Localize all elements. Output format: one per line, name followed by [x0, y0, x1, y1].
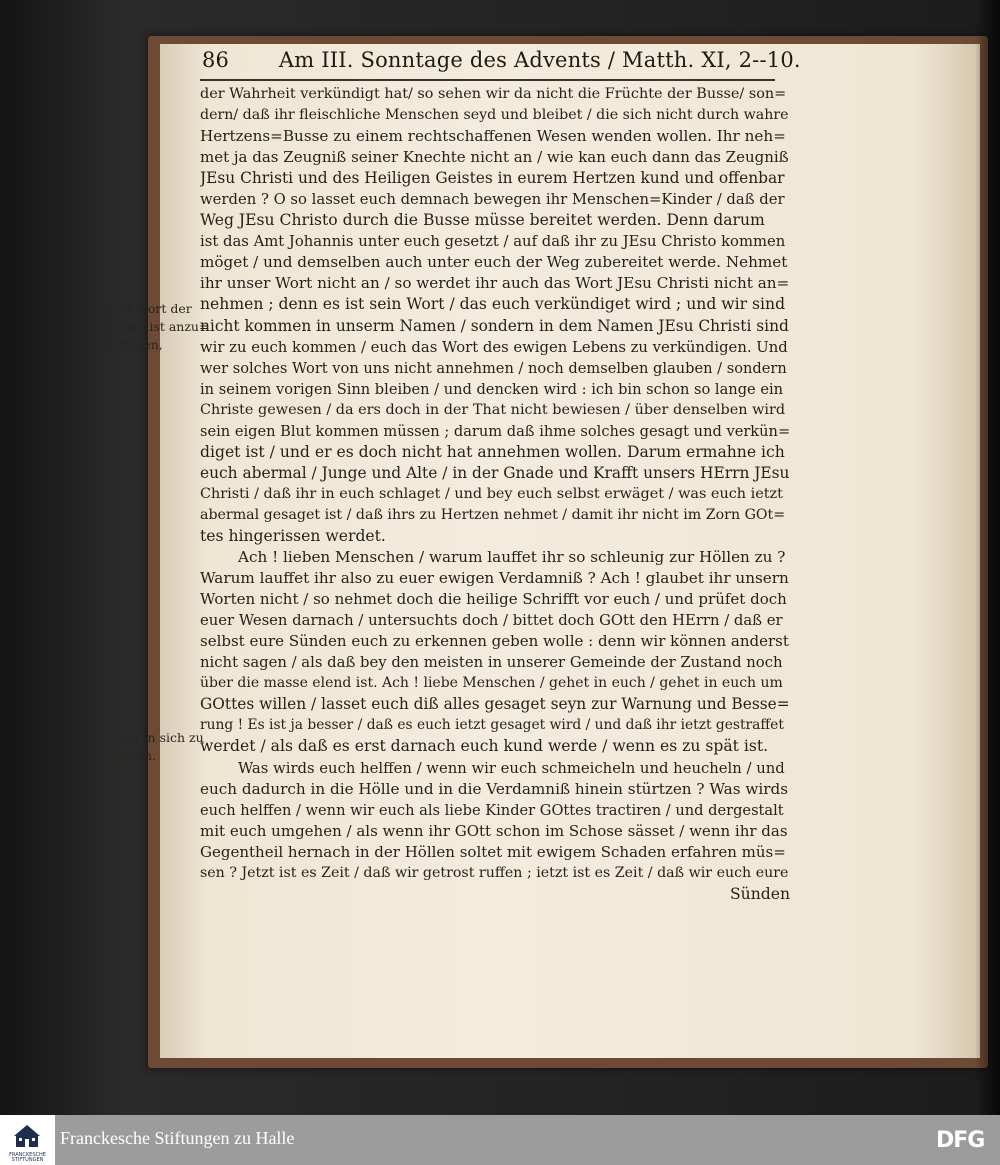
- text-line: Christi / daß ihr in euch schlaget / und bey euch selbst erwäget / was euch ietzt: [200, 485, 783, 502]
- footer-bar: [0, 1115, 1000, 1165]
- text-line: wir zu euch kommen / euch das Wort des ewigen Lebens zu verkündigen. Und: [200, 338, 788, 356]
- margin-note-line: nehmen,: [108, 337, 163, 352]
- text-line: euch helffen / wenn wir euch als liebe Kinder GOttes tractiren / und dergestalt: [200, 801, 784, 819]
- text-line: dern/ daß ihr fleischliche Menschen seyd und bleibet / die sich nicht durch wahre: [200, 107, 789, 124]
- margin-note-line: Busse ist anzu=: [108, 319, 210, 334]
- text-line: Hertzens=Busse zu einem rechtschaffenen Wesen wenden wollen. Ihr neh=: [200, 127, 786, 146]
- dfg-logo[interactable]: DFG: [936, 1128, 985, 1153]
- text-line: ist das Amt Johannis unter euch gesetzt / auf daß ihr zu JEsu Christo kommen: [200, 233, 786, 251]
- running-head-title: Am III. Sonntage des Advents / Matth. XI, 2--10.: [278, 48, 801, 72]
- building-icon: [12, 1121, 42, 1151]
- footer-label: Franckesche Stiftungen zu Halle: [60, 1128, 295, 1148]
- text-line: selbst eure Sünden euch zu erkennen geben wolle : denn wir können anderst: [200, 632, 789, 651]
- text-line: met ja das Zeugniß seiner Knechte nicht an / wie kan euch dann das Zeugniß: [200, 148, 789, 167]
- text-line: sein eigen Blut kommen müssen ; darum daß ihme solches gesagt und verkün=: [200, 422, 790, 440]
- text-line: Warum lauffet ihr also zu euer ewigen Verdamniß ? Ach ! glaubet ihr unsern: [200, 569, 789, 588]
- text-line: werden ? O so lasset euch demnach bewegen ihr Menschen=Kinder / daß der: [200, 191, 785, 209]
- text-line: abermal gesaget ist / daß ihrs zu Hertzen nehmet / damit ihr nicht im Zorn GOt=: [200, 506, 786, 523]
- margin-note-line: Das Wort der: [108, 301, 192, 316]
- text-line: Christe gewesen / da ers doch in der That nicht bewiesen / über denselben wird: [200, 401, 786, 418]
- franckesche-logo[interactable]: [0, 1115, 55, 1165]
- margin-dot: [116, 766, 119, 769]
- page-number: 86: [202, 48, 230, 72]
- text-line: Worten nicht / so nehmet doch die heilige Schrifft vor euch / und prüfet doch: [200, 590, 787, 609]
- margin-note-1: [108, 300, 210, 354]
- text-line: ihr unser Wort nicht an / so werdet ihr auch das Wort JEsu Christi nicht an=: [200, 274, 790, 293]
- text-line: euch dadurch in die Hölle und in die Verdamniß hinein stürtzen ? Was wirds: [200, 779, 788, 798]
- margin-note-2: [113, 729, 209, 765]
- text-line: werdet / als daß es erst darnach euch kund werde / wenn es zu spät ist.: [200, 737, 769, 756]
- text-line: der Wahrheit verkündigt hat/ so sehen wir da nicht die Früchte der Busse/ son=: [200, 86, 787, 102]
- text-line: sen ? Jetzt ist es Zeit / daß wir getrost ruffen ; ietzt ist es Zeit / daß wir euch eure: [200, 864, 789, 881]
- text-line: JEsu Christi und des Heiligen Geistes in eurem Hertzen kund und offenbar: [200, 169, 785, 188]
- text-line: über die masse elend ist. Ach ! liebe Menschen / gehet in euch / gehet in euch um: [200, 675, 783, 692]
- text-line: diget ist / und er es doch nicht hat annehmen wollen. Darum ermahne ich: [200, 442, 785, 461]
- text-line: wer solches Wort von uns nicht annehmen / noch demselben glauben / sondern: [200, 359, 787, 377]
- text-line: euch abermal / Junge und Alte / in der Gnade und Krafft unsers HErrn JEsu: [200, 463, 790, 482]
- text-line: nehmen ; denn es ist sein Wort / das euch verkündiget wird ; und wir sind: [200, 295, 786, 314]
- text-line: euer Wesen darnach / untersuchts doch / bittet doch GOtt den HErrn / daß er: [200, 612, 783, 630]
- text-line: Gegentheil hernach in der Höllen soltet mit ewigem Schaden erfahren müs=: [200, 842, 786, 861]
- text-line: rung ! Es ist ja besser / daß es euch ietzt gesaget wird / und daß ihr ietzt gestraffet: [200, 717, 784, 734]
- text-line: mit euch umgehen / als wenn ihr GOtt schon im Schose sässet / wenn ihr das: [200, 821, 788, 840]
- text-line: GOttes willen / lasset euch diß alles gesaget seyn zur Warnung und Besse=: [200, 695, 790, 714]
- text-line: tes hingerissen werdet.: [200, 526, 386, 545]
- text-line: nicht kommen in unserm Namen / sondern in dem Namen JEsu Christi sind: [200, 316, 789, 335]
- margin-note-line: Und in sich zu: [113, 730, 204, 745]
- text-line: Sünden: [729, 884, 790, 903]
- header-rule: [200, 79, 775, 81]
- logo-caption: FRANCKESCHE STIFTUNGEN: [9, 1152, 46, 1163]
- body-text: [200, 84, 790, 905]
- text-line: Ach ! lieben Menschen / warum lauffet ihr so schleunig zur Höllen zu ?: [238, 548, 786, 567]
- text-line: in seinem vorigen Sinn bleiben / und dencken wird : ich bin schon so lange ein: [200, 380, 784, 398]
- margin-note-line: gehen.: [113, 748, 156, 763]
- text-line: Was wirds euch helffen / wenn wir euch schmeicheln und heucheln / und: [238, 759, 785, 777]
- text-line: Weg JEsu Christo durch die Busse müsse bereitet werden. Denn darum: [200, 211, 765, 230]
- text-line: möget / und demselben auch unter euch der Weg zubereitet werde. Nehmet: [200, 253, 788, 272]
- text-line: nicht sagen / als daß bey den meisten in unserer Gemeinde der Zustand noch: [200, 654, 783, 672]
- spine-shadow: [975, 0, 1000, 1115]
- running-head: [202, 48, 801, 74]
